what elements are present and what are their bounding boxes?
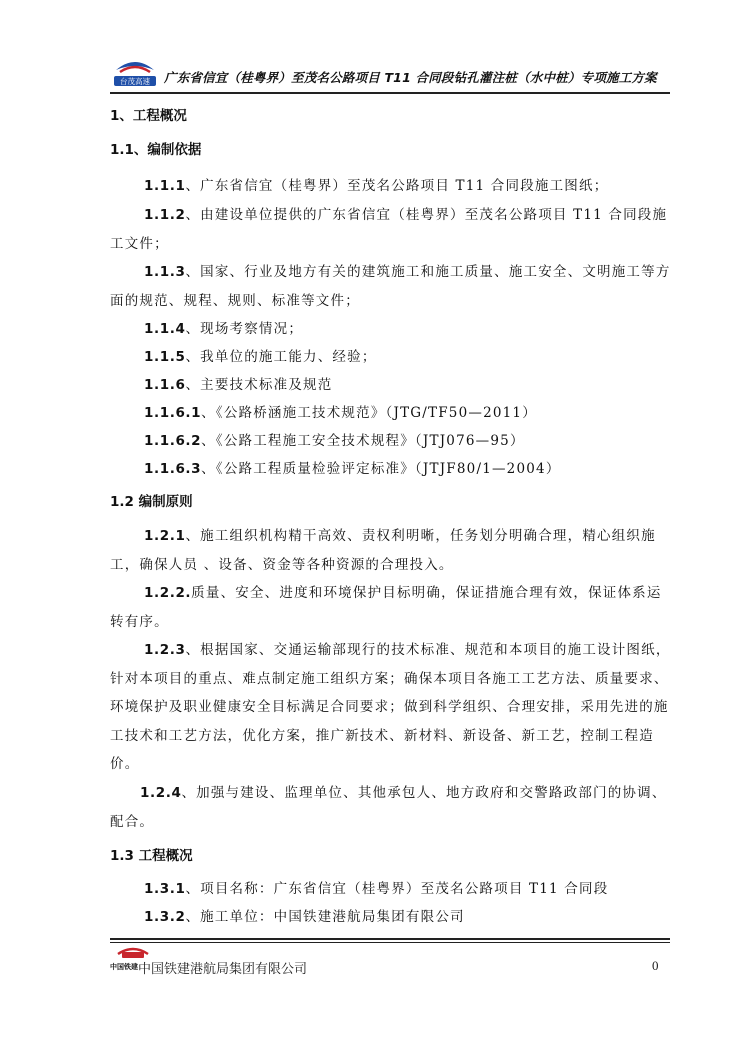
paragraph-text: 、主要技术标准及规范 — [185, 377, 333, 393]
paragraph-text: 、加强与建设、监理单位、其他承包人、地方政府和交警路政部门的协调、配合。 — [110, 785, 667, 830]
paragraph-text: 、根据国家、交通运输部现行的技术标准、规范和本项目的施工设计图纸，针对本项目的重点、难点制定施工组织方案；确保本项目各施工工艺方法、质量要求、环境保护及职业健康安全目标满足合同要求；做到科学组织、合理安排，采用先进的施工技术和工艺方法，优化方案，推广新技术、新材料、新设备、新工艺，控制工程造价。 — [110, 642, 671, 772]
paragraph-number: 1.2.1 — [144, 528, 186, 544]
paragraph — [110, 371, 675, 400]
paragraph — [110, 875, 675, 904]
paragraph-text: 、国家、行业及地方有关的建筑施工和施工质量、施工安全、文明施工等方面的规范、规程、规则、标准等文件； — [110, 264, 671, 309]
paragraph — [110, 399, 675, 428]
paragraph-text: 、我单位的施工能力、经验； — [185, 349, 377, 365]
paragraph — [110, 579, 675, 636]
paragraph — [110, 903, 675, 932]
paragraph — [110, 201, 675, 258]
paragraph — [110, 779, 675, 836]
paragraph-text: 、现场考察情况； — [185, 321, 304, 337]
paragraph — [110, 455, 675, 484]
paragraph-number: 1.1.6.3 — [144, 461, 202, 477]
footer-divider — [110, 942, 670, 943]
paragraph-text: 、施工组织机构精干高效、责权利明晰，任务划分明确合理，精心组织施工，确保人员 、设备、资金等各种资源的合理投入。 — [110, 528, 656, 573]
section-heading: 1.2 编制原则 — [110, 494, 193, 510]
paragraph — [110, 427, 675, 456]
paragraph — [110, 343, 675, 372]
paragraph-number: 1.1.4 — [144, 321, 186, 337]
paragraph-number: 1.1.6.2 — [144, 433, 202, 449]
paragraph-text: 、由建设单位提供的广东省信宜（桂粤界）至茂名公路项目 T11 合同段施工文件； — [110, 207, 668, 252]
paragraph-number: 1.2.4 — [140, 785, 182, 801]
paragraph-number: 1.3.2 — [144, 909, 186, 925]
paragraph-text: 、施工单位：中国铁建港航局集团有限公司 — [185, 909, 465, 925]
paragraph — [110, 522, 675, 579]
paragraph-text: 、《公路工程质量检验评定标准》（JTJF80/1—2004） — [201, 461, 561, 477]
page-number: 0 — [652, 958, 659, 973]
section-heading: 1、工程概况 — [110, 108, 187, 124]
header-divider — [110, 92, 670, 94]
page-header — [110, 56, 670, 92]
section-heading: 1.3 工程概况 — [110, 848, 193, 864]
paragraph-text: 、《公路桥涵施工技术规范》（JTG/TF50—2011） — [201, 405, 537, 421]
paragraph-text: 、《公路工程施工安全技术规程》（JTJ076—95） — [201, 433, 525, 449]
paragraph-text: 、广东省信宜（桂粤界）至茂名公路项目 T11 合同段施工图纸； — [185, 178, 609, 194]
paragraph-number: 1.1.2 — [144, 207, 186, 223]
paragraph-number: 1.1.6 — [144, 377, 186, 393]
footer-logo-text: 中国铁建 — [110, 963, 138, 971]
paragraph-number: 1.1.5 — [144, 349, 186, 365]
paragraph-number: 1.2.2. — [144, 585, 192, 601]
document-title: 广东省信宜（桂粤界）至茂名公路项目 T11 合同段钻孔灌注桩（水中桩）专项施工方案 — [164, 70, 657, 85]
paragraph — [110, 172, 675, 201]
paragraph-number: 1.1.3 — [144, 264, 186, 280]
paragraph-number: 1.3.1 — [144, 881, 186, 897]
paragraph-number: 1.1.6.1 — [144, 405, 202, 421]
paragraph — [110, 258, 675, 315]
paragraph-number: 1.2.3 — [144, 642, 186, 658]
paragraph — [110, 315, 675, 344]
paragraph — [110, 636, 675, 779]
paragraph-text: 质量、安全、进度和环境保护目标明确，保证措施合理有效，保证体系运转有序。 — [110, 585, 662, 630]
footer-company: 中国铁建港航局集团有限公司 — [138, 962, 308, 977]
company-logo-icon — [110, 56, 160, 90]
paragraph-text: 、项目名称：广东省信宜（桂粤界）至茂名公路项目 T11 合同段 — [185, 881, 609, 897]
footer-divider — [110, 938, 670, 940]
paragraph-number: 1.1.1 — [144, 178, 186, 194]
section-heading: 1.1、编制依据 — [110, 142, 202, 158]
logo-text: 台茂高速 — [120, 77, 150, 86]
